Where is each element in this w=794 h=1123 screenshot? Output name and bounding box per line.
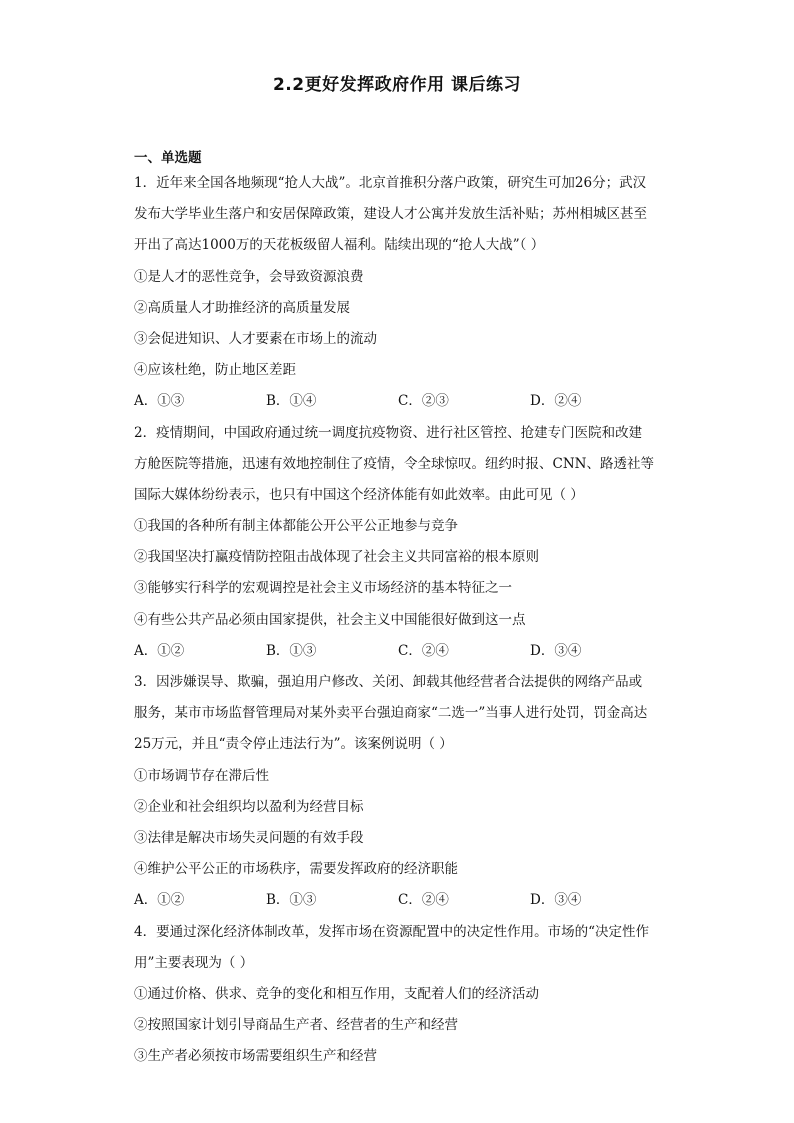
- option-d: D．③④: [530, 642, 582, 659]
- statement-item: ②按照国家计划引导商品生产者、经营者的生产和经营: [134, 1017, 458, 1034]
- statement-item: ②企业和社会组织均以盈利为经营目标: [134, 798, 364, 815]
- question-stem-line: 用”主要表现为（ ）: [134, 954, 254, 971]
- statement-item: ①通过价格、供求、竞争的变化和相互作用，支配着人们的经济活动: [134, 985, 539, 1002]
- option-a: A．①③: [134, 393, 185, 410]
- question-4: [134, 917, 662, 1073]
- question-stem-line: 方舱医院等措施，迅速有效地控制住了疫情，令全球惊叹。纽约时报、CNN、路透社等: [134, 455, 654, 472]
- question-stem-line: 服务，某市市场监督管理局对某外卖平台强迫商家“二选一”当事人进行处罚，罚金高达: [134, 705, 648, 722]
- section-heading: 一、单选题: [134, 150, 202, 166]
- question-stem-line: 3．因涉嫌误导、欺骗，强迫用户修改、关闭、卸载其他经营者合法提供的网络产品或: [134, 674, 643, 690]
- option-c: C．②③: [398, 393, 449, 410]
- statement-item: ③会促进知识、人才要素在市场上的流动: [134, 330, 377, 347]
- option-b: B．①③: [266, 892, 317, 909]
- question-stem-line: 25万元，并且“责令停止违法行为”。该案例说明（ ）: [134, 736, 453, 753]
- statement-item: ④有些公共产品必须由国家提供，社会主义中国能很好做到这一点: [134, 611, 526, 628]
- document-title: 2.2更好发挥政府作用 课后练习: [272, 75, 522, 95]
- question-stem-line: 1．近年来全国各地频现“抢人大战”。北京首推积分落户政策，研究生可加26分；武汉: [134, 175, 647, 191]
- statement-item: ②我国坚决打赢疫情防控阻击战体现了社会主义共同富裕的根本原则: [134, 549, 539, 566]
- option-b: B．①③: [266, 642, 317, 659]
- statement-item: ③能够实行科学的宏观调控是社会主义市场经济的基本特征之一: [134, 580, 512, 597]
- question-stem-line: 发布大学毕业生落户和安居保障政策，建设人才公寓并发放生活补贴；苏州相城区甚至: [134, 206, 647, 223]
- question-2: [134, 418, 662, 668]
- statement-item: ④应该杜绝，防止地区差距: [134, 362, 296, 379]
- answer-options: [134, 885, 662, 916]
- option-a: A．①②: [134, 892, 185, 909]
- option-d: D．②④: [530, 393, 582, 410]
- statement-item: ①市场调节存在滞后性: [134, 767, 269, 784]
- statement-item: ③生产者必须按市场需要组织生产和经营: [134, 1048, 377, 1065]
- statement-item: ①是人才的恶性竞争，会导致资源浪费: [134, 268, 364, 285]
- question-list: [134, 168, 662, 1072]
- question-1: [134, 168, 662, 418]
- option-a: A．①②: [134, 642, 185, 659]
- question-3: [134, 667, 662, 917]
- answer-options: [134, 636, 662, 667]
- answer-options: [134, 386, 662, 417]
- option-d: D．③④: [530, 892, 582, 909]
- question-stem-line: 开出了高达1000万的天花板级留人福利。陆续出现的“抢人大战”（ ）: [134, 237, 545, 254]
- option-c: C．②④: [398, 892, 449, 909]
- statement-item: ②高质量人才助推经济的高质量发展: [134, 299, 350, 316]
- statement-item: ①我国的各种所有制主体都能公开公平公正地参与竞争: [134, 518, 458, 535]
- statement-item: ④维护公平公正的市场秩序，需要发挥政府的经济职能: [134, 861, 458, 878]
- question-stem-line: 2．疫情期间，中国政府通过统一调度抗疫物资、进行社区管控、抢建专门医院和改建: [134, 424, 643, 441]
- option-c: C．②④: [398, 642, 449, 659]
- statement-item: ③法律是解决市场失灵问题的有效手段: [134, 829, 364, 846]
- option-b: B．①④: [266, 393, 317, 410]
- question-stem-line: 国际大媒体纷纷表示，也只有中国这个经济体能有如此效率。由此可见（ ）: [134, 486, 584, 503]
- question-stem-line: 4．要通过深化经济体制改革，发挥市场在资源配置中的决定性作用。市场的“决定性作: [134, 923, 649, 940]
